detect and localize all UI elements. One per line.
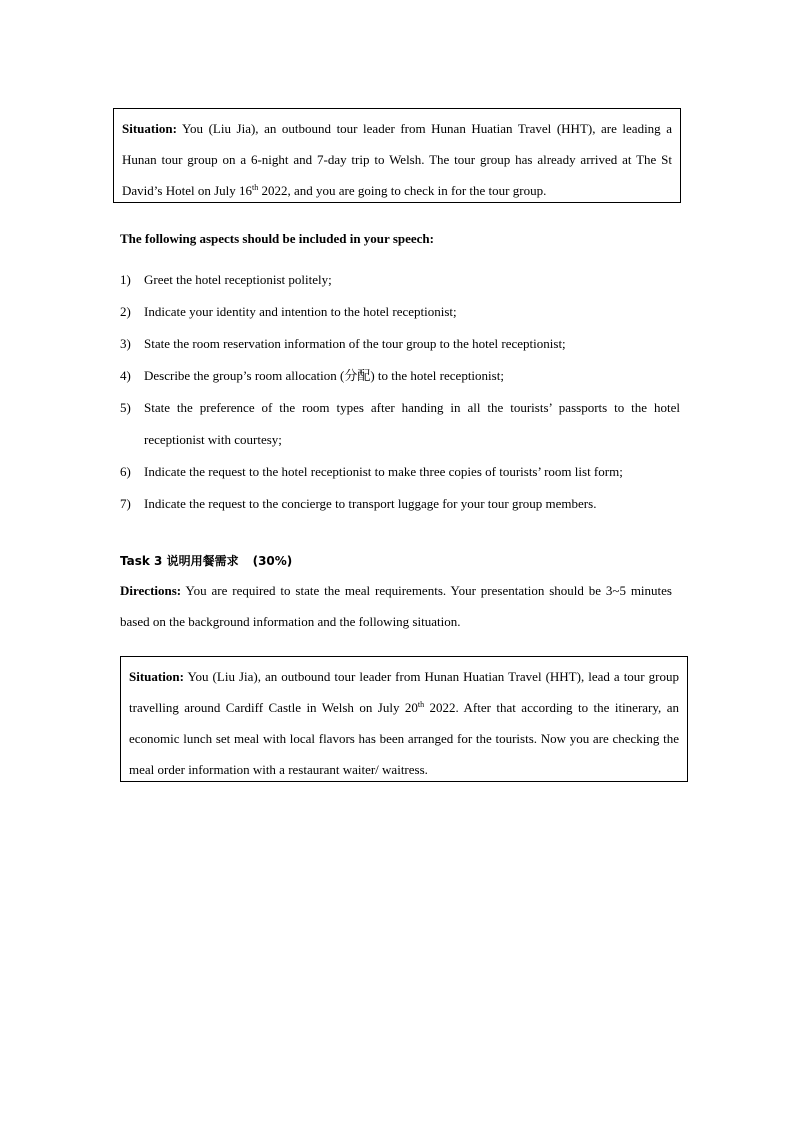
item-number: 3) <box>120 336 131 351</box>
directions-label: Directions: <box>120 583 182 598</box>
situation-box-hotel <box>113 108 681 203</box>
aspects-heading: The following aspects should be included in your speech: <box>120 231 434 246</box>
situation-text: You (Liu Jia), an outbound tour leader from Hunan Huatian Travel (HHT), lead a tour group travelling around Cardiff Castle in Welsh on July 20 <box>129 669 679 715</box>
task-title: Task 3 说明用餐需求 <box>120 554 239 568</box>
item-text: Indicate your identity and intention to the hotel receptionist; <box>144 304 457 319</box>
list-item <box>120 264 680 296</box>
situation-label: Situation: <box>122 121 177 136</box>
item-text: Indicate the request to the hotel receptionist to make three copies of tourists’ room list form; <box>144 464 623 479</box>
item-number: 5) <box>120 400 131 415</box>
list-item <box>120 488 680 520</box>
item-text: Describe the group’s room allocation (分配) to the hotel receptionist; <box>144 368 504 383</box>
list-item <box>120 296 680 328</box>
item-number: 2) <box>120 304 131 319</box>
list-item <box>120 328 680 360</box>
item-number: 4) <box>120 368 131 383</box>
directions-paragraph <box>120 575 672 637</box>
item-number: 6) <box>120 464 131 479</box>
directions-block <box>120 575 672 637</box>
item-number: 1) <box>120 272 131 287</box>
aspects-list <box>120 264 680 520</box>
situation-box-restaurant <box>120 656 688 782</box>
situation-text-end: 2022, and you are going to check in for the tour group. <box>258 183 547 198</box>
situation-text: You (Liu Jia), an outbound tour leader from Hunan Huatian Travel (HHT), are leading a Hunan tour group on a 6-night and 7-day trip to Welsh. The tour group has already arrived at The St David’s Hotel on July 16 <box>122 121 672 198</box>
item-text: State the room reservation information of the tour group to the hotel receptionist; <box>144 336 566 351</box>
directions-text: You are required to state the meal requirements. Your presentation should be 3~5 minutes based on the background information and the following situation. <box>120 583 672 629</box>
situation-paragraph <box>122 113 672 206</box>
ordinal-suffix: th <box>417 700 425 709</box>
task-heading <box>120 552 292 569</box>
situation-text-end: 2022. After that according to the itinerary, an economic lunch set meal with local flavors has been arranged for the tourists. Now you are checking the meal order information with a restaurant waiter/ waitress. <box>129 700 679 777</box>
task-percent: (30%) <box>252 554 293 568</box>
situation-label: Situation: <box>129 669 184 684</box>
situation-paragraph <box>129 661 679 785</box>
item-text: Indicate the request to the concierge to transport luggage for your tour group members. <box>144 496 597 511</box>
list-item <box>120 392 680 456</box>
item-number: 7) <box>120 496 131 511</box>
ordinal-suffix: th <box>252 183 259 192</box>
item-text: State the preference of the room types after handing in all the tourists’ passports to the hotel receptionist with courtesy; <box>144 400 680 447</box>
item-text: Greet the hotel receptionist politely; <box>144 272 332 287</box>
list-item <box>120 360 680 392</box>
list-item <box>120 456 680 488</box>
